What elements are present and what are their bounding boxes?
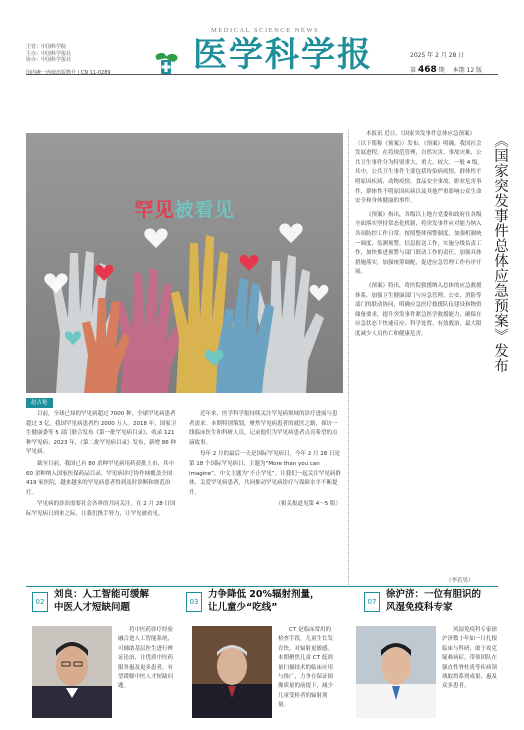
side-story-paragraph: 《预案》指出，各级以上地方党委和政府在各级全面落实坚持常态化机制，将突发事件应对能力纳入各项防控工作日常。按照整体预警制度，加强机制统一调度，监测预警，信息报送工作，实施分级负责工作，加快推进预警与部门联动工作的责任，加强具体措施落实，加强统筹调配，促进应急管理工作有序开展。 xyxy=(355,211,482,276)
teaser-03[interactable] xyxy=(186,586,336,730)
teaser-title[interactable] xyxy=(386,588,481,614)
issn-line: 国内统一连续出版物号 | CN 11-0289 xyxy=(26,69,111,76)
column-divider xyxy=(348,130,349,585)
sponsor-line: 主办：中国科学报社 xyxy=(26,50,72,57)
issue-label: 第 xyxy=(410,67,417,74)
masthead-left-info xyxy=(26,44,151,76)
issue-date: 2025 年 2 月 28 日 xyxy=(410,52,465,59)
body-column-1 xyxy=(26,410,178,522)
co-sponsor-line: 协办：中国科学报社 xyxy=(26,57,72,63)
teaser-summary xyxy=(442,626,498,692)
teaser-title[interactable] xyxy=(208,588,320,614)
body-paragraph: （相关报道见第 4～5 版） xyxy=(275,501,341,508)
hero-headline-part-b: 被看见 xyxy=(174,199,235,221)
publisher-info xyxy=(26,44,151,64)
teaser-page-number: 03 xyxy=(186,592,202,612)
photographer-tag: 赵吉艳 xyxy=(26,398,53,408)
teaser-title-line: 力争降低 20%辐射剂量， xyxy=(208,589,320,600)
raised-hands-illustration xyxy=(26,133,343,393)
side-story xyxy=(355,130,483,343)
side-story-author: （李若男） xyxy=(446,578,474,584)
teaser-portrait xyxy=(356,626,436,718)
teaser-title-line: 让儿童少“吃线” xyxy=(208,602,278,613)
side-story-paragraph: 《预案》特出，将医院救援纳入总体的应急救援体系，加强卫生健康部门与应急管理、公安、消防等部门的联动协同，明确应急医疗救援队伍建设和物资储备要求，提升突发事件紧急医学救援能力，确保在应急状态下快速反应、科学处置、有效救治，最大限度减少人员伤亡和健康危害。 xyxy=(355,282,482,337)
hero-illustration xyxy=(26,133,343,393)
masthead-english-title: MEDICAL SCIENCE NEWS xyxy=(211,27,320,34)
teaser-summary xyxy=(118,626,176,692)
side-story-headline[interactable]: 《国家突发事件总体应急预案》发布 xyxy=(492,133,508,373)
teaser-summary-text: 将中医药诊疗经验融合进人工智能系统，可辅助基层医生进行辨证论治，让优质中医药服务惠及更多患者，有望缓解中医人才短缺问题。 xyxy=(118,627,174,690)
body-paragraph: 罕见病的诊治需要社会各界的共同关注。在 2 月 28 日国际罕见病日到来之际，让我们携手努力，让罕见被看见。 xyxy=(26,501,176,517)
body-column-2 xyxy=(189,410,341,512)
hero-headline xyxy=(26,195,343,222)
portrait-illustration xyxy=(192,626,272,718)
page-count: 本期 12 版 xyxy=(452,67,483,74)
newspaper-logo-icon xyxy=(151,50,181,76)
supervisor-line: 主管：中国科学院 xyxy=(26,44,67,50)
teaser-07[interactable] xyxy=(346,586,498,730)
portrait-illustration xyxy=(356,626,436,718)
teaser-title-line: 徐沪济：一位有胆识的 xyxy=(386,589,482,600)
teaser-summary-text: 风湿免疫科专家徐沪济数十年如一日扎根临床与科研，敢于攻克疑难病症，带领团队在强直性脊柱炎等疾病领域取得系列成果，惠及众多患者。 xyxy=(442,627,498,690)
teaser-title-line: 刘良：人工智能可缓解 xyxy=(54,589,150,600)
portrait-illustration xyxy=(32,626,112,718)
teaser-summary xyxy=(278,626,336,711)
body-paragraph: 目前，全球已知的罕见病超过 7000 种，全球罕见病患者超过 3 亿。我国罕见病患者约 2000 万人。2018 年，国家卫生健康委等 5 部门联合发布《第一批罕见病目录》，收录 121 种罕见病；2023 年，《第二批罕见病目录》发布，新增 86 种罕见病。 xyxy=(26,411,177,456)
body-paragraph: 每年 2 月的最后一天是国际罕见病日。今年 2 月 28 日是第 18 个国际罕见病日，主题为“More than you can imagine”，中文主题为“不止罕见”。让我们一起关注罕见病群体，关爱罕见病患者，共同推动罕见病诊疗与保障水平不断提升。 xyxy=(189,451,341,496)
body-paragraph: 截至目前，我国已有 80 余种罕见病用药获批上市，其中 60 余种纳入国家医保药品目录。罕见病诊疗协作网覆盖全国 419 家医院，越来越多的罕见病患者得到及时诊断和规范治疗。 xyxy=(26,460,174,496)
teaser-portrait xyxy=(192,626,272,718)
teaser-summary-text: CT 是临床常用的检查手段，儿童生长发育快，对辐射更敏感。本期聚焦儿童 CT 低剂量扫描技术的临床应用与推广，力争在保证图像质量的前提下，减少儿童受检者的辐射剂量。 xyxy=(278,627,334,709)
teaser-02[interactable] xyxy=(26,586,176,730)
teaser-page-number: 07 xyxy=(364,592,380,612)
masthead-chinese-title: 医学科学报 xyxy=(193,35,373,75)
teaser-page-number: 02 xyxy=(32,592,48,612)
hero-headline-part-a: 罕见 xyxy=(134,199,175,221)
body-paragraph: 近年来，医学科学报持续关注罕见病领域的诊疗进展与患者需求。本期特别策划，聚焦罕见病患者的就医之路，探访一线临床医生和科研人员，记录他们为罕见病患者点亮希望的点滴故事。 xyxy=(189,411,338,446)
issue-unit: 期 xyxy=(438,67,445,74)
teaser-portrait xyxy=(32,626,112,718)
side-story-paragraph: 本报讯 近日，《国家突发事件总体应急预案》（以下简称《预案》）发布。《预案》明确，我国社会发展进程，在将规范管理，自然灾害、事故灾难、公共卫生事件分为特别重大、重大、较大、一般 4 级。其中，公共卫生事件主要包括传染病疫情、群体性不明原因疾病、动物疫情、食品安全事故、职业危害事件、群体性不明原因疾病以及其他严重影响公众生命安全和身体健康的事件。 xyxy=(355,131,483,205)
issue-number: 468 xyxy=(417,65,437,75)
teaser-title-line: 风湿免疫科专家 xyxy=(386,602,453,613)
masthead-rule xyxy=(26,74,498,75)
teaser-title-line: 中医人才短缺问题 xyxy=(54,602,131,613)
teaser-title[interactable] xyxy=(54,588,149,614)
